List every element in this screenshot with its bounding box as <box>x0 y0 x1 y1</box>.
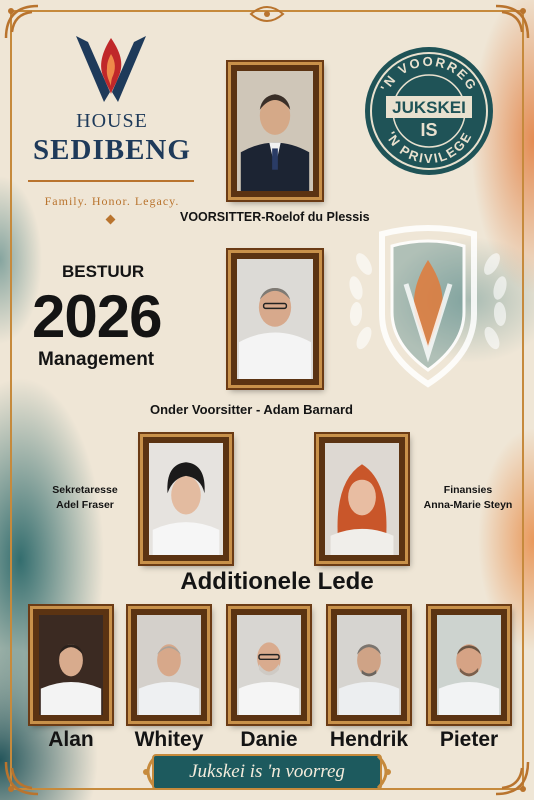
chair-caption: VOORSITTER-Roelof du Plessis <box>180 210 370 224</box>
vice-chair-photo-frame <box>228 250 322 388</box>
member-portrait-pieter <box>437 615 501 715</box>
member-portrait-alan <box>39 615 103 715</box>
chair-portrait <box>237 71 313 191</box>
corner-ornament-bottom-right <box>492 758 532 798</box>
member-portrait-danie <box>237 615 301 715</box>
secretary-portrait <box>149 443 223 555</box>
member-name-alan: Alan <box>48 728 94 751</box>
finance-photo-frame <box>316 434 408 564</box>
top-center-ornament <box>249 4 285 24</box>
secretary-photo-frame <box>140 434 232 564</box>
member-portrait-whitey <box>137 615 201 715</box>
member-photo-frame-alan <box>30 606 112 724</box>
additional-members-title: Additionele Lede <box>180 568 374 595</box>
logo-sedibeng-text: SEDIBENG <box>33 134 191 166</box>
vice-chair-portrait <box>237 259 313 379</box>
management-heading: Management <box>38 349 155 370</box>
house-sedibeng-flame-logo <box>74 32 148 108</box>
stamp-top-text: 'N VOORREG <box>377 53 481 94</box>
motto-banner <box>152 754 382 790</box>
secretary-role: Sekretaresse <box>52 484 118 496</box>
corner-ornament-bottom-left <box>2 758 42 798</box>
bestuur-heading: BESTUUR <box>62 262 145 281</box>
corner-ornament-top-left <box>2 2 42 42</box>
member-photo-frame-hendrik <box>328 606 410 724</box>
stamp-center-jukskei: JUKSKEI <box>392 98 466 117</box>
logo-house-text: HOUSE <box>76 110 148 132</box>
shield-laurel-emblem <box>334 224 522 392</box>
logo-divider <box>28 180 194 182</box>
corner-ornament-top-right <box>492 2 532 42</box>
logo-tagline: Family. Honor. Legacy. <box>44 194 180 208</box>
secretary-name: Adel Fraser <box>56 499 114 511</box>
chair-photo-frame <box>228 62 322 200</box>
member-name-whitey: Whitey <box>134 728 204 751</box>
member-photo-frame-whitey <box>128 606 210 724</box>
finance-name: Anna-Marie Steyn <box>423 499 513 511</box>
stamp-center-is: IS <box>420 120 438 140</box>
member-name-danie: Danie <box>240 728 298 751</box>
finance-portrait <box>325 443 399 555</box>
jukskei-is-n-voorreg-stamp <box>362 44 496 178</box>
motto-banner-text: Jukskei is 'n voorreg <box>189 761 345 782</box>
member-portrait-hendrik <box>337 615 401 715</box>
member-photo-frame-danie <box>228 606 310 724</box>
member-name-hendrik: Hendrik <box>329 728 409 751</box>
stamp-bottom-text: 'N PRIVILEGE <box>383 128 476 167</box>
member-photo-frame-pieter <box>428 606 510 724</box>
vice-chair-caption: Onder Voorsitter - Adam Barnard <box>150 402 353 417</box>
finance-role: Finansies <box>443 484 493 496</box>
year-heading: 2026 <box>32 283 162 350</box>
member-name-pieter: Pieter <box>439 728 499 751</box>
banner-ornament-right <box>376 752 396 792</box>
